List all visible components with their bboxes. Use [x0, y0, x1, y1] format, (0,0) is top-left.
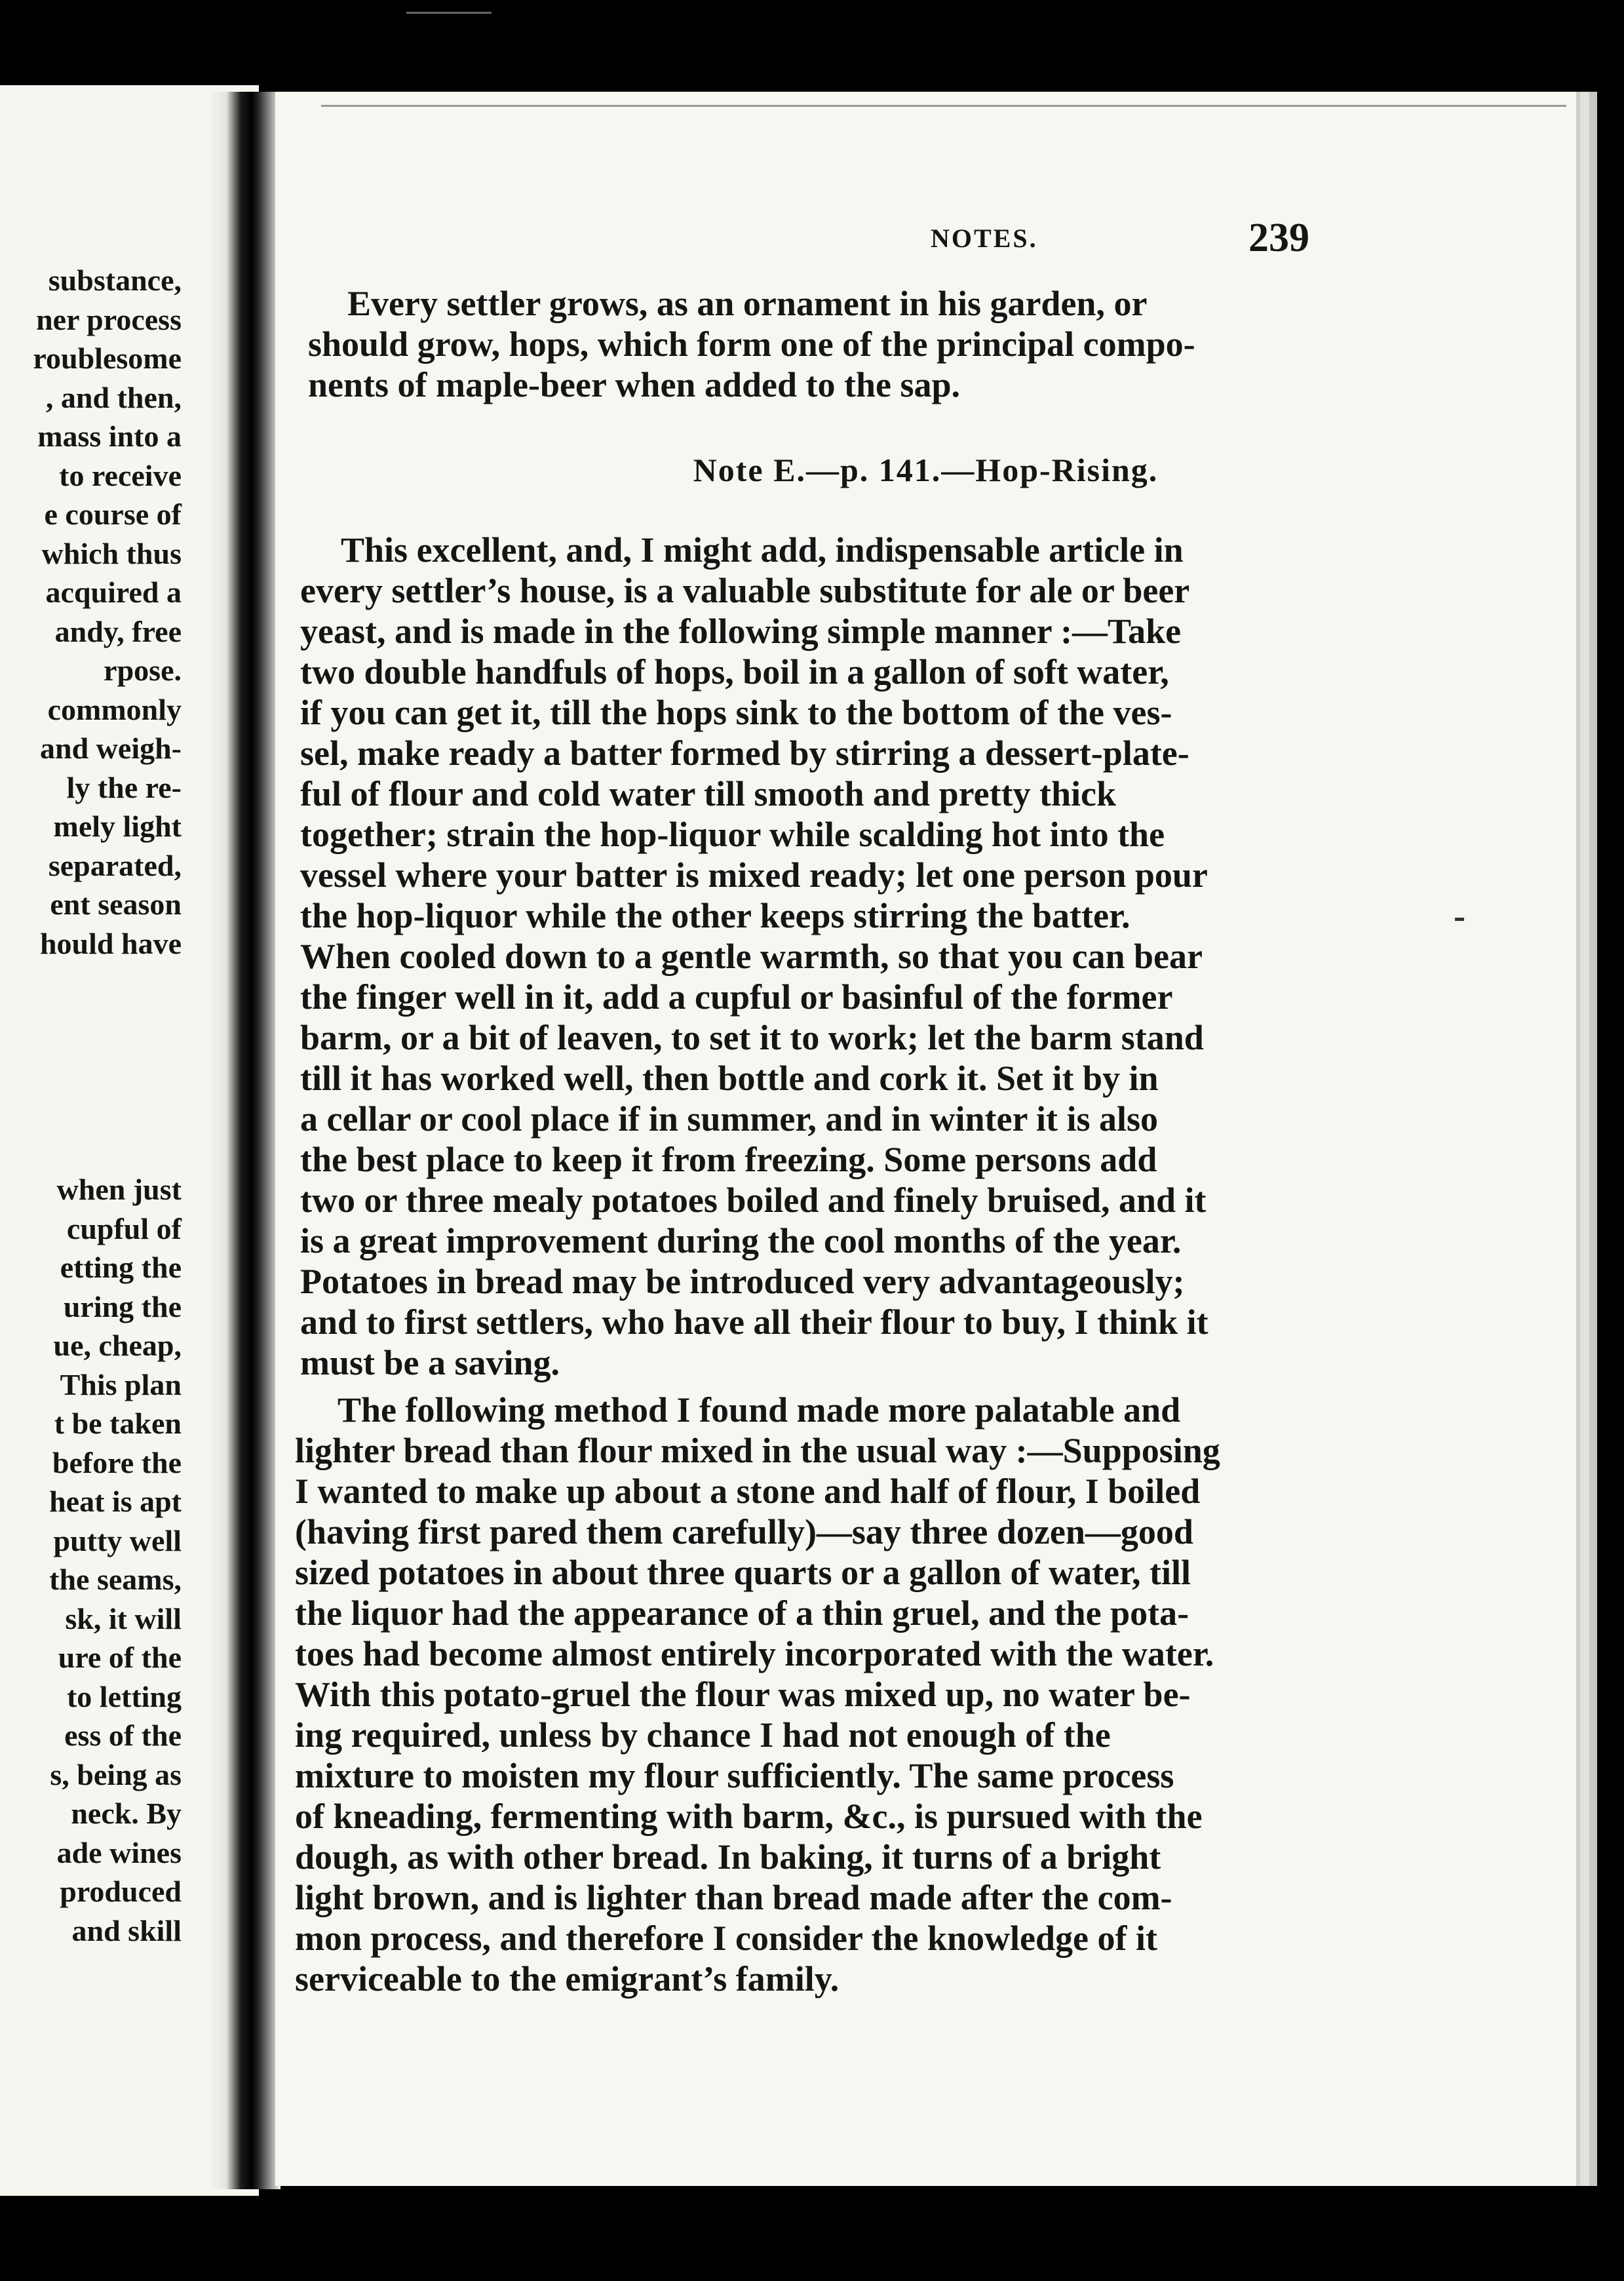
text-line: The following method I found made more palatable and: [338, 1390, 1181, 1430]
note-label: Note E.: [693, 452, 806, 488]
text-line: the best place to keep it from freezing. Some persons add: [300, 1140, 1157, 1179]
left-page-text-top: [33, 261, 182, 963]
left-line: ent season: [50, 887, 182, 921]
text-line: Every settler grows, as an ornament in his garden, or: [347, 284, 1148, 323]
margin-mark: [1455, 918, 1464, 921]
text-line: two double handfuls of hops, boil in a gallon of soft water,: [300, 652, 1169, 692]
text-line: yeast, and is made in the following simple manner :—Take: [300, 612, 1182, 651]
page-header: [275, 210, 1576, 260]
text-line: till it has worked well, then bottle and cork it. Set it by in: [300, 1059, 1159, 1098]
text-line: mon process, and therefore I consider the knowledge of it: [295, 1919, 1157, 1958]
text-line: vessel where your batter is mixed ready; let one person pour: [300, 855, 1208, 895]
text-line: ful of flour and cold water till smooth and pretty thick: [300, 774, 1117, 813]
note-topic: Hop-Rising.: [975, 452, 1159, 488]
text-line: together; strain the hop-liquor while scalding hot into the: [300, 815, 1165, 854]
text-line: With this potato-gruel the flour was mixed up, no water be-: [295, 1675, 1191, 1714]
left-line: ess of the: [64, 1719, 182, 1752]
text-line: is a great improvement during the cool months of the year.: [300, 1221, 1182, 1260]
left-line: t be taken: [54, 1407, 182, 1440]
left-line: This plan: [60, 1367, 182, 1401]
text-line: the finger well in it, add a cupful or basinful of the former: [300, 977, 1173, 1017]
left-line: sk, it will: [65, 1601, 182, 1635]
left-line: putty well: [53, 1523, 182, 1557]
text-line: (having first pared them carefully)—say three dozen—good: [295, 1512, 1193, 1551]
left-line: roublesome: [33, 341, 182, 375]
left-line: heat is apt: [49, 1485, 182, 1518]
left-line: rpose.: [104, 653, 182, 687]
left-line: ner process: [36, 302, 182, 336]
text-line: sel, make ready a batter formed by stirring a dessert-plate-: [300, 733, 1189, 773]
text-line: of kneading, fermenting with barm, &c., is pursued with the: [295, 1797, 1203, 1836]
text-line: and to first settlers, who have all their flour to buy, I think it: [300, 1302, 1208, 1342]
left-line: neck. By: [71, 1797, 182, 1830]
left-line: to receive: [59, 458, 182, 492]
text-line: should grow, hops, which form one of the principal compo-: [308, 324, 1195, 364]
book-gutter: [208, 92, 280, 2189]
left-line: hould have: [39, 926, 182, 960]
text-line: sized potatoes in about three quarts or a gallon of water, till: [295, 1553, 1191, 1592]
left-line: mely light: [53, 809, 182, 843]
left-line: and skill: [71, 1913, 182, 1947]
page-edge-rule: [321, 105, 1566, 107]
text-line: the liquor had the appearance of a thin gruel, and the pota-: [295, 1593, 1189, 1633]
left-line: uring the: [63, 1289, 182, 1323]
left-line: to letting: [66, 1679, 182, 1713]
left-line: separated,: [48, 848, 182, 882]
text-line: every settler’s house, is a valuable substitute for ale or beer: [300, 571, 1190, 610]
left-line: ure of the: [58, 1641, 182, 1674]
left-line: the seams,: [49, 1563, 182, 1596]
text-line: lighter bread than flour mixed in the usual way :—Supposing: [295, 1431, 1220, 1470]
text-line: serviceable to the emigrant’s family.: [295, 1959, 840, 1998]
text-line: Potatoes in bread may be introduced very advantageously;: [300, 1262, 1185, 1301]
note-page-ref: —p. 141.—: [805, 452, 976, 488]
text-line: if you can get it, till the hops sink to the bottom of the ves-: [300, 693, 1172, 732]
note-heading: [275, 451, 1576, 489]
left-line: commonly: [47, 692, 182, 726]
text-line: dough, as with other bread. In baking, it turns of a bright: [295, 1837, 1161, 1877]
running-head: NOTES.: [931, 224, 1038, 253]
left-line: mass into a: [37, 419, 182, 453]
left-line: ue, cheap,: [53, 1329, 182, 1362]
text-line: nents of maple-beer when added to the sap.: [308, 365, 961, 404]
left-line: cupful of: [66, 1211, 182, 1245]
text-line: two or three mealy potatoes boiled and finely bruised, and it: [300, 1180, 1207, 1220]
left-line: s, being as: [50, 1757, 182, 1791]
left-line: , and then,: [45, 380, 182, 414]
text-line: ing required, unless by chance I had not enough of the: [295, 1715, 1111, 1755]
page-number: 239: [1248, 216, 1309, 260]
text-line: toes had become almost entirely incorporated with the water.: [295, 1634, 1214, 1673]
left-line: produced: [60, 1875, 182, 1908]
text-line: a cellar or cool place if in summer, and in winter it is also: [300, 1099, 1158, 1139]
page-239: [275, 92, 1580, 2186]
left-line: etting the: [60, 1251, 182, 1284]
text-line: light brown, and is lighter than bread made after the com-: [295, 1878, 1172, 1917]
left-line: when just: [56, 1173, 182, 1206]
text-line: barm, or a bit of leaven, to set it to work; let the barm stand: [300, 1018, 1204, 1057]
left-line: and weigh-: [40, 731, 182, 765]
text-line: the hop-liquor while the other keeps stirring the batter.: [300, 896, 1131, 935]
left-page-text-bottom: [49, 1170, 182, 1950]
text-line: I wanted to make up about a stone and half of flour, I boiled: [295, 1472, 1201, 1511]
left-line: ly the re-: [66, 770, 182, 804]
left-line: e course of: [44, 497, 182, 531]
left-line: acquired a: [45, 575, 182, 609]
text-line: This excellent, and, I might add, indispensable article in: [341, 530, 1184, 570]
left-line: substance,: [48, 263, 182, 297]
text-line: mixture to moisten my flour sufficiently. The same process: [295, 1756, 1174, 1795]
left-line: ade wines: [56, 1835, 182, 1869]
left-line: andy, free: [54, 614, 182, 648]
text-line: When cooled down to a gentle warmth, so that you can bear: [300, 937, 1203, 976]
left-line: before the: [52, 1445, 182, 1479]
scan-artifact: [406, 12, 492, 14]
text-line: must be a saving.: [300, 1343, 560, 1382]
left-line: which thus: [41, 536, 182, 570]
